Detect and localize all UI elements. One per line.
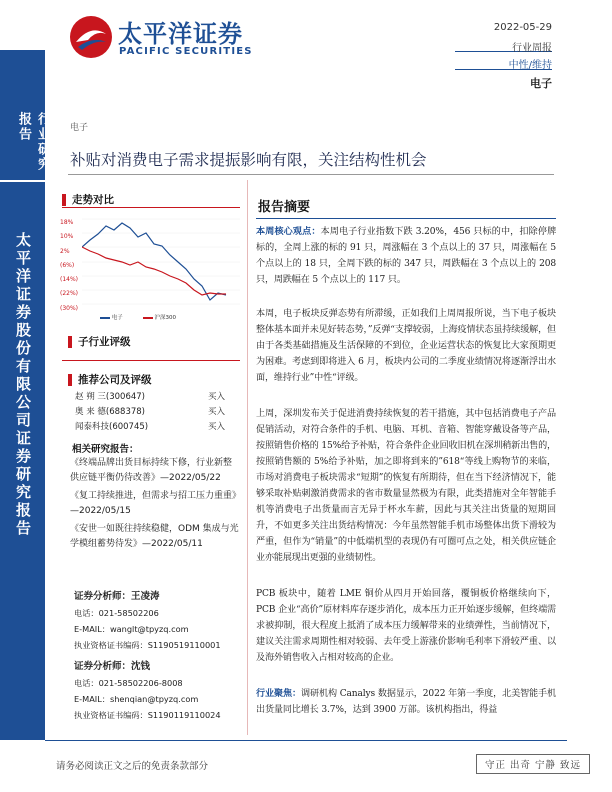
analyst-email[interactable]: E-MAIL：wanglt@tpyzq.com bbox=[74, 624, 189, 634]
summary-paragraph: 本周，电子板块反弹态势有所滞缓，正如我们上周周报所说，当下电子板块整体基本面并未见好转态势，”反弹“支撑较弱，上海疫情状态虽持续缓解，但由于各类基础措施及生活保障的不到位，企业运营状态的恢复比大家预期更为困难。考虑到即将进入 6 月，板块内公司的二季度业绩情况将逐渐浮出水面，维持行业”中性“评级。 bbox=[256, 309, 556, 383]
column-divider bbox=[247, 180, 248, 735]
trend-heading-text: 走势对比 bbox=[72, 194, 114, 206]
stock-row: 闻泰科技(600745) 买入 bbox=[75, 422, 225, 432]
logo-en: PACIFIC SECURITIES bbox=[119, 46, 253, 57]
footer-divider bbox=[45, 740, 567, 741]
section-marker bbox=[68, 374, 72, 386]
related-heading: 相关研究报告： bbox=[72, 444, 139, 455]
sub-rating-heading: 子行业评级 bbox=[68, 334, 131, 349]
stock-row: 奥 来 德(688378) 买入 bbox=[75, 407, 225, 417]
section-divider bbox=[62, 207, 240, 208]
trend-chart bbox=[60, 210, 240, 322]
chart-plot bbox=[82, 216, 240, 306]
summary-paragraph: 行业聚焦：调研机构 Canalys 数据显示，2022 年第一季度，北美智能手机出货量同比增长 3.7%，达到 3900 万部。该机构指出，得益 bbox=[256, 688, 556, 715]
legend-swatch bbox=[100, 317, 110, 319]
related-report-link[interactable]: 《终端品牌出货目标持续下修，行业新整供应链平衡仍待改善》—2022/05/22 bbox=[70, 458, 233, 483]
summary-paragraph: PCB 板块中，随着 LME 铜价从四月开始回落，覆铜板价格继续向下，PCB 企业“高价”原材料库存逐步消化，成本压力正开始逐步缓解，但终端需求被抑制，很大程度上抵消了成本压力缓解带来的业绩弹性，当前情况下，建议关注需求周期性相对较弱、去年受上游涨价影响毛利率下滑较严重、以及海外销售收入占相对较高的企业。 bbox=[256, 589, 556, 663]
legend-swatch bbox=[143, 317, 153, 319]
stock-row: 赵 朔 三(300647) 买入 bbox=[75, 392, 225, 402]
footer-disclaimer: 请务必阅读正文之后的免责条款部分 bbox=[56, 761, 209, 772]
report-date: 2022-05-29 bbox=[493, 22, 552, 33]
sector-label: 电子 bbox=[530, 77, 552, 90]
sidebar-bottom-band bbox=[0, 182, 45, 740]
page-title: 补贴对消费电子需求提振影响有限，关注结构性机会 bbox=[70, 151, 427, 169]
title-divider bbox=[68, 174, 554, 175]
related-report-link[interactable]: 《安世一如既往持续稳健，ODM 集成与光学模组蓄势待发》—2022/05/11 bbox=[70, 524, 239, 549]
summary-paragraph: 本周核心观点：本周电子行业指数下跌 3.20%，456 只标的中，扣除停牌标的，全周上涨的标的 91 只，周涨幅在 3 个点以上的 37 只，周涨幅在 5 个点以上的 18 只，全周下跌的标的 347 只，周跌幅在 3 个点以上的 208 只，周跌幅在 5 个点以上的 117 只。 bbox=[256, 226, 557, 285]
summary-heading: 报告摘要 bbox=[258, 200, 311, 215]
analyst-block: 证券分析师：王凌涛 电话：021-58502206 E-MAIL：wanglt@tpyzq.com 执业资格证书编码：S1190519110001 bbox=[74, 591, 221, 650]
related-report-link[interactable]: 《复工持续推进，但需求与招工压力重重》—2022/05/15 bbox=[70, 491, 237, 516]
chart-legend: 电子 沪深300 bbox=[100, 313, 176, 321]
logo-icon bbox=[68, 14, 114, 60]
report-type: 行业周报 bbox=[512, 43, 552, 54]
analyst-email[interactable]: E-MAIL：shenqian@tpyzq.com bbox=[74, 694, 199, 704]
section-divider bbox=[62, 360, 240, 361]
recommend-heading: 推荐公司及评级 bbox=[68, 372, 152, 387]
section-marker bbox=[68, 336, 72, 348]
sidebar-top-band bbox=[0, 50, 50, 180]
summary-paragraph: 上周，深圳发布关于促进消费持续恢复的若干措施，其中包括消费电子产品促销活动，对符合条件的手机、电脑、耳机、音箱、智能穿戴设备等产品，按照销售价格的 15%给予补贴，符合条件企业回收旧机在深圳稍新出售的，按照销售额的 5%给予补贴，加之即将到来的”618“等线上购物节的来临，市场对消费电子板块需求“短期”的恢复有所期待，但在当下经济情况下，能够采取补贴刺激消费需求的省市数量显然极为有限，此类措施对全年智能手机等消费电子出货量而言无异于杯水车薪，因此与其关注出货量的短期回升，不如更多关注出货结构情况：今年虽然智能手机市场整体出货下滑较为严重，但作为“销量”的中低端机型的表现仍有可圈可点之处，相关供应链企业亦能展现出更强的业绩韧性。 bbox=[256, 409, 556, 563]
logo-cn: 太平洋证券 bbox=[118, 20, 243, 48]
related-reports bbox=[70, 456, 240, 552]
trend-heading bbox=[62, 192, 114, 207]
analyst-block: 证券分析师：沈钱 电话：021-58502206-8008 E-MAIL：shenqian@tpyzq.com 执业资格证书编码：S1190119110024 bbox=[74, 661, 221, 720]
summary-divider bbox=[256, 218, 556, 219]
y-axis-ticks: 18% 10% 2% (6%) (14%) (22%) (30%) bbox=[60, 219, 79, 312]
sidebar-top-label: 行业研究报告 bbox=[16, 112, 50, 172]
category-label: 电子 bbox=[70, 123, 89, 133]
section-marker bbox=[62, 194, 66, 206]
sidebar-bottom-label: 太平洋证券股份有限公司证券研究报告 bbox=[14, 232, 32, 538]
footer-motto: 守正 出奇 宁静 致远 bbox=[476, 754, 590, 774]
rating-badge: 中性/维持 bbox=[508, 60, 552, 71]
